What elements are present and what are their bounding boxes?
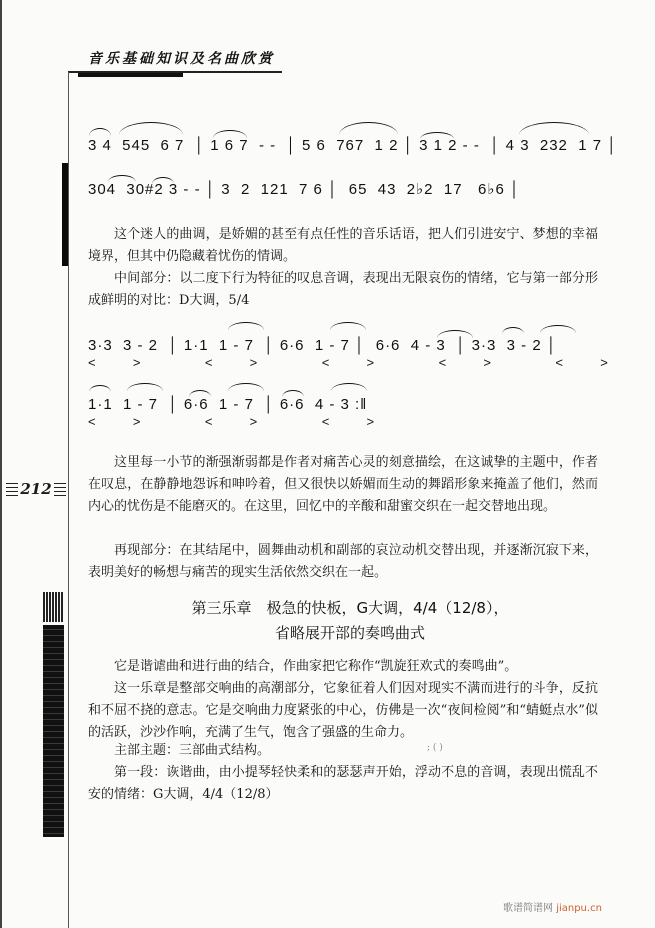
notation-line: 1·1 1 - 7 │ 6·6 1 - 7 │ 6·6 4 - 3 :‖ (88, 396, 368, 413)
paragraph: 再现部分：在其结尾中，圆舞曲动机和副部的哀泣动机交替出现，并逐渐沉寂下来，表明美好的畅想与痛苦的现实生活依然交织在一起。 (88, 543, 598, 580)
slur (89, 385, 111, 392)
header-rule-accent (78, 73, 183, 77)
notation-line: 3 4 545 6 7 │ 1 6 7 - - │ 5 6 767 1 2 │ 3 1 2 - - │ 4 3 232 1 7 │ (88, 137, 618, 154)
slur (89, 128, 111, 136)
paragraph: 这个迷人的曲调，是娇媚的甚至有点任性的音乐话语，把人们引进安宁、梦想的幸福境界，但其中仍隐藏着忧伤的情调。 (88, 227, 598, 264)
margin-rule (68, 72, 69, 928)
watermark-en: jianpu.cn (556, 903, 602, 914)
slur (228, 383, 264, 391)
page-edge (0, 0, 2, 928)
slur (502, 327, 524, 334)
dynamics-line: < > < > < > < > < > (88, 355, 618, 370)
paragraph: 这一乐章是整部交响曲的高潮部分，它象征着人们因对现实不满而进行的斗争，反抗和不屈不挠的意志。它是交响曲力度紧张的中心，仿佛是一次“夜间检阅”和“蜻蜓点水”似的活跃，沙沙作响，充满了生气，饱含了强盛的生命力。 (88, 681, 598, 740)
slur (540, 325, 576, 333)
margin-thumb-index-top (43, 592, 64, 622)
paragraph: 这里每一小节的渐强渐弱都是作者对痛苦心灵的刻意描绘，在这诚挚的主题中，作者在叹息，在静静地怨诉和呻吟着，但又很快以娇媚而生动的舞蹈形象来掩盖了他们，然而内心的忧伤是不能磨灭的。在这里，回忆中的辛酸和甜蜜交织在一起交替地出现。 (88, 455, 598, 514)
slur (228, 322, 264, 330)
paragraph: 第一段：诙谐曲，由小提琴轻快柔和的瑟瑟声开始，浮动不息的音调，表现出慌乱不安的情绪：G大调，4/4（12/8） (88, 765, 598, 802)
section-heading-line-2: 省略展开部的奏鸣曲式 (274, 624, 425, 642)
section-heading (130, 596, 570, 646)
slur (119, 122, 183, 135)
page-number-text: 212 (20, 480, 52, 498)
paragraph: 它是谐谑曲和进行曲的结合，作曲家把它称作“凯旋狂欢式的奏鸣曲”。 (114, 659, 518, 674)
notation-line: 304 30#2 3 - - │ 3 2 121 7 6 │ 65 43 2♭2 17 6♭6 │ (88, 181, 521, 198)
margin-bar (62, 163, 68, 266)
running-title: 音乐基础知识及名曲欣赏 (88, 51, 275, 67)
slur (331, 383, 367, 391)
scan-marks: ; ( ) (427, 743, 443, 753)
slur (330, 322, 366, 330)
watermark (503, 899, 602, 914)
watermark-cn: 歌谱简谱网 (503, 903, 553, 914)
slur (519, 122, 589, 135)
slur (127, 383, 163, 391)
dynamics-line: < > < > < > (88, 414, 385, 429)
notation-line: 3·3 3 - 2 │ 1·1 1 - 7 │ 6·6 1 - 7 │ 6·6 4 - 3 │ 3·3 3 - 2 │ (88, 337, 558, 354)
margin-thumb-index (43, 625, 64, 837)
section-heading-line-1: 第三乐章 极急的快板，G大调，4/4（12/8）， (191, 599, 509, 617)
paragraph: 中间部分：以二度下行为特征的叹息音调，表现出无限哀伤的情绪，它与第一部分形成鲜明的对比：D大调，5/4 (88, 271, 598, 308)
paragraph: 主部主题：三部曲式结构。 (114, 743, 271, 758)
slur (339, 122, 398, 135)
page-number (6, 478, 66, 500)
